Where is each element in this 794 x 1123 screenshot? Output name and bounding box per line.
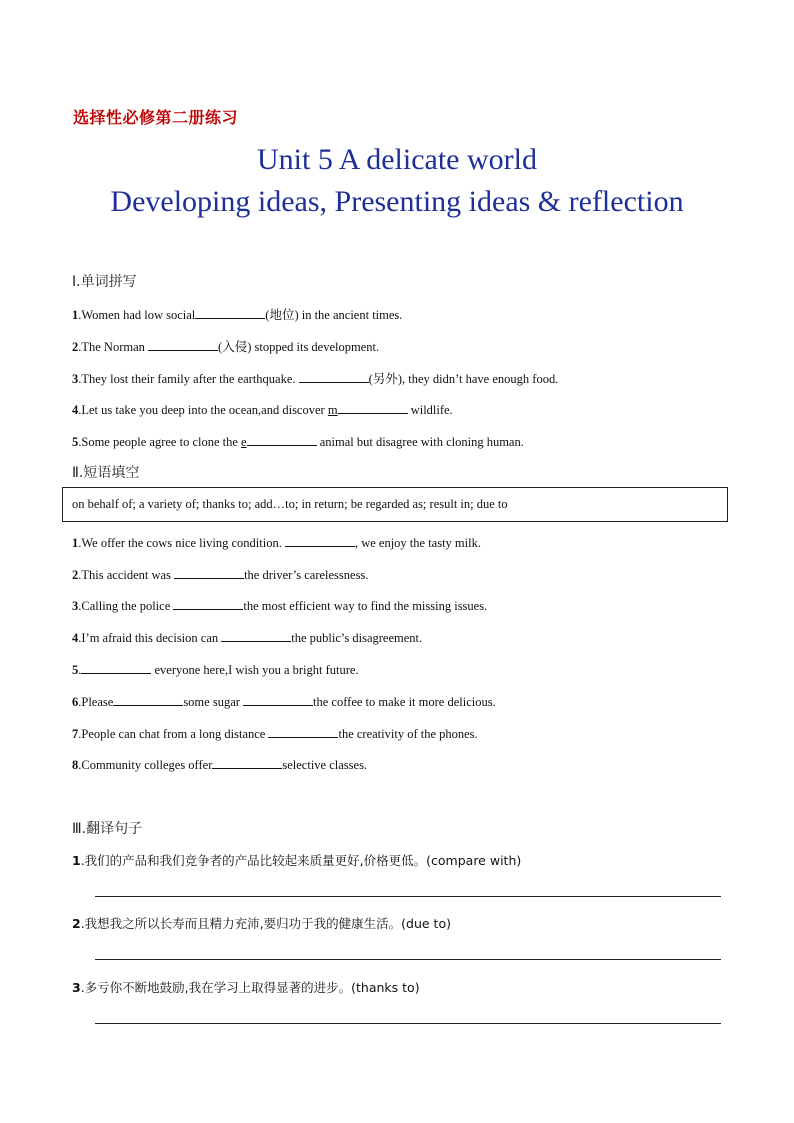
answer-blank[interactable] — [212, 755, 282, 769]
answer-blank[interactable] — [174, 565, 244, 579]
answer-line[interactable] — [95, 1023, 721, 1024]
page-title: Unit 5 A delicate world — [257, 143, 537, 176]
question-line: 3.They lost their family after the earthquake. (另外), they didn’t have enough food. — [72, 369, 558, 387]
answer-blank[interactable] — [268, 724, 338, 738]
question-line: 5.Some people agree to clone the e animal but disagree with cloning human. — [72, 432, 524, 450]
question-line: 2.The Norman (入侵) stopped its development. — [72, 337, 379, 355]
question-line: 1.Women had low social (地位) in the ancient times. — [72, 305, 402, 323]
answer-blank[interactable] — [285, 533, 355, 547]
question-line: 1.We offer the cows nice living condition. , we enjoy the tasty milk. — [72, 533, 481, 551]
question-line: 5. everyone here,I wish you a bright future. — [72, 660, 359, 678]
answer-blank[interactable] — [247, 432, 317, 446]
answer-line[interactable] — [95, 896, 721, 897]
question-line: 8.Community colleges offer selective classes. — [72, 755, 367, 773]
answer-blank[interactable] — [81, 660, 151, 674]
translation-question: 2.我想我之所以长寿而且精力充沛,要归功于我的健康生活。(due to) — [72, 916, 451, 931]
section-heading-word-spelling: Ⅰ.单词拼写 — [72, 274, 137, 290]
answer-blank[interactable] — [173, 596, 243, 610]
question-line: 3.Calling the police the most efficient way to find the missing issues. — [72, 596, 487, 614]
word-bank-box: on behalf of; a variety of; thanks to; add…to; in return; be regarded as; result in; due to — [62, 487, 728, 522]
answer-blank[interactable] — [221, 628, 291, 642]
question-line: 2.This accident was the driver’s carelessness. — [72, 565, 368, 583]
question-line: 4.I’m afraid this decision can the public’s disagreement. — [72, 628, 422, 646]
answer-blank[interactable] — [148, 337, 218, 351]
question-line: 4.Let us take you deep into the ocean,and discover m wildlife. — [72, 400, 453, 418]
answer-blank[interactable] — [195, 305, 265, 319]
answer-blank[interactable] — [113, 692, 183, 706]
answer-line[interactable] — [95, 959, 721, 960]
question-line: 6.Please some sugar the coffee to make it more delicious. — [72, 692, 496, 710]
series-label: 选择性必修第二册练习 — [73, 108, 239, 127]
answer-blank[interactable] — [338, 400, 408, 414]
translation-question: 1.我们的产品和我们竞争者的产品比较起来质量更好,价格更低。(compare with) — [72, 853, 522, 868]
section-heading-translation: Ⅲ.翻译句子 — [72, 821, 143, 837]
question-line: 7.People can chat from a long distance the creativity of the phones. — [72, 724, 478, 742]
answer-blank[interactable] — [243, 692, 313, 706]
translation-question: 3.多亏你不断地鼓励,我在学习上取得显著的进步。(thanks to) — [72, 980, 420, 995]
answer-blank[interactable] — [299, 369, 369, 383]
page-subtitle: Developing ideas, Presenting ideas & reflection — [110, 185, 684, 218]
section-heading-phrase-fill: Ⅱ.短语填空 — [72, 465, 140, 481]
